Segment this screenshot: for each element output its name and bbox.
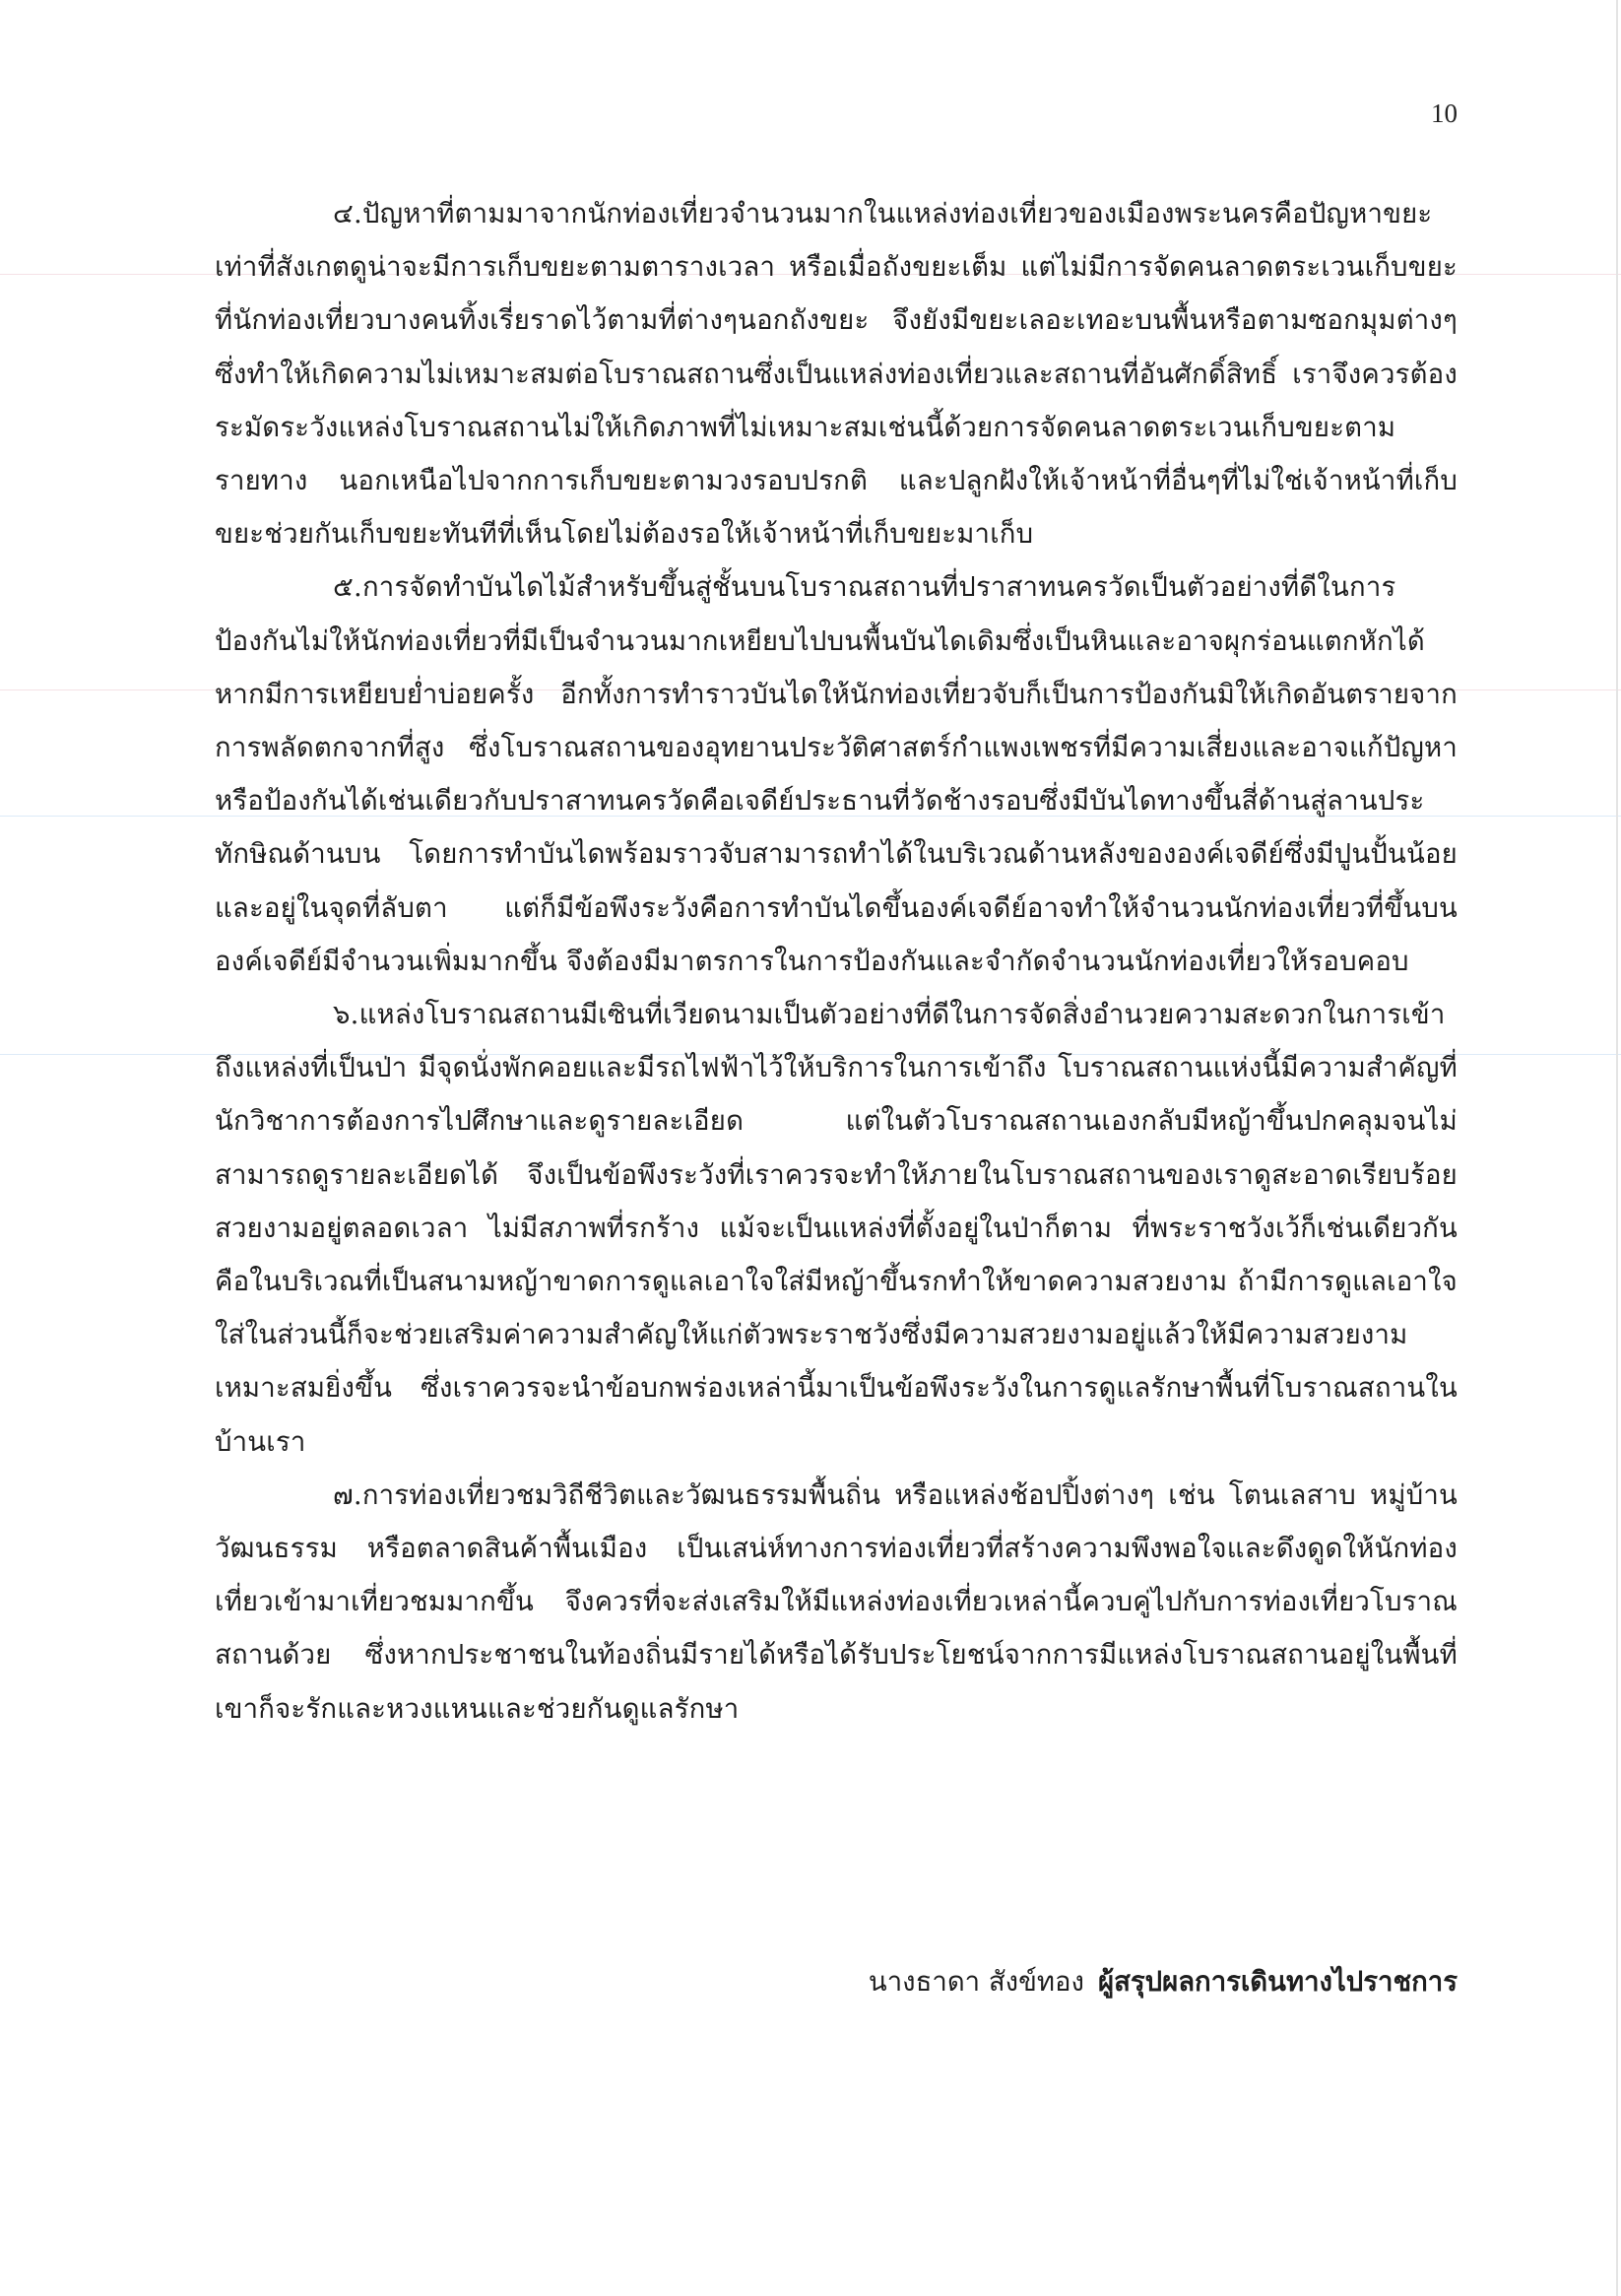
signature-block xyxy=(551,1962,1458,2001)
signer-name: นางธาดา สังข์ทอง xyxy=(868,1966,1084,1998)
signer-role: ผู้สรุปผลการเดินทางไปราชการ xyxy=(1097,1966,1458,1998)
paragraph-item-6: ๖.แหล่งโบราณสถานมีเซินที่เวียดนามเป็นตัวอย่างที่ดีในการจัดสิ่งอำนวยความสะดวกในการเข้าถึงแหล่งที่เป็นป่า มีจุดนั่งพักคอยและมีรถไฟฟ้าไว้ให้บริการในการเข้าถึง โบราณสถานแห่งนี้มีความสำคัญที่นักวิชาการต้องการไปศึกษาและดูรายละเอียด แต่ในตัวโบราณสถานเองกลับมีหญ้าขึ้นปกคลุมจนไม่สามารถดูรายละเอียดได้ จึงเป็นข้อพึงระวังที่เราควรจะทำให้ภายในโบราณสถานของเราดูสะอาดเรียบร้อยสวยงามอยู่ตลอดเวลา ไม่มีสภาพที่รกร้าง แม้จะเป็นแหล่งที่ตั้งอยู่ในป่าก็ตาม ที่พระราชวังเว้ก็เช่นเดียวกันคือในบริเวณที่เป็นสนามหญ้าขาดการดูแลเอาใจใส่มีหญ้าขึ้นรกทำให้ขาดความสวยงาม ถ้ามีการดูแลเอาใจใส่ในส่วนนี้ก็จะช่วยเสริมค่าความสำคัญให้แก่ตัวพระราชวังซึ่งมีความสวยงามอยู่แล้วให้มีความสวยงามเหมาะสมยิ่งขึ้น ซึ่งเราควรจะนำข้อบกพร่องเหล่านี้มาเป็นข้อพึงระวังในการดูแลรักษาพื้นที่โบราณสถานในบ้านเรา xyxy=(215,999,1458,1458)
scan-artifact-edge xyxy=(1616,0,1618,2296)
paragraph-item-5: ๕.การจัดทำบันไดไม้สำหรับขึ้นสู่ชั้นบนโบราณสถานที่ปราสาทนครวัดเป็นตัวอย่างที่ดีในการป้องกันไม่ให้นักท่องเที่ยวที่มีเป็นจำนวนมากเหยียบไปบนพื้นบันไดเดิมซึ่งเป็นหินและอาจผุกร่อนแตกหักได้หากมีการเหยียบย่ำบ่อยครั้ง อีกทั้งการทำราวบันไดให้นักท่องเที่ยวจับก็เป็นการป้องกันมิให้เกิดอันตรายจากการพลัดตกจากที่สูง ซึ่งโบราณสถานของอุทยานประวัติศาสตร์กำแพงเพชรที่มีความเสี่ยงและอาจแก้ปัญหาหรือป้องกันได้เช่นเดียวกับปราสาทนครวัดคือเจดีย์ประธานที่วัดช้างรอบซึ่งมีบันไดทางขึ้นสี่ด้านสู่ลานประทักษิณด้านบน โดยการทำบันไดพร้อมราวจับสามารถทำได้ในบริเวณด้านหลังขององค์เจดีย์ซึ่งมีปูนปั้นน้อยและอยู่ในจุดที่ลับตา แต่ก็มีข้อพึงระวังคือการทำบันไดขึ้นองค์เจดีย์อาจทำให้จำนวนนักท่องเที่ยวที่ขึ้นบนองค์เจดีย์มีจำนวนเพิ่มมากขึ้น จึงต้องมีมาตรการในการป้องกันและจำกัดจำนวนนักท่องเที่ยวให้รอบคอบ xyxy=(215,571,1458,977)
paragraph-item-7: ๗.การท่องเที่ยวชมวิถีชีวิตและวัฒนธรรมพื้นถิ่น หรือแหล่งช้อปปิ้งต่างๆ เช่น โตนเลสาบ หมู่บ้านวัฒนธรรม หรือตลาดสินค้าพื้นเมือง เป็นเสน่ห์ทางการท่องเที่ยวที่สร้างความพึงพอใจและดึงดูดให้นักท่องเที่ยวเข้ามาเที่ยวชมมากขึ้น จึงควรที่จะส่งเสริมให้มีแหล่งท่องเที่ยวเหล่านี้ควบคู่ไปกับการท่องเที่ยวโบราณสถานด้วย ซึ่งหากประชาชนในท้องถิ่นมีรายได้หรือได้รับประโยชน์จากการมีแหล่งโบราณสถานอยู่ในพื้นที่ เขาก็จะรักและหวงแหนและช่วยกันดูแลรักษา xyxy=(215,1478,1458,1725)
page-number: 10 xyxy=(1431,98,1458,128)
document-body xyxy=(215,187,1458,1736)
paragraph-item-4: ๔.ปัญหาที่ตามมาจากนักท่องเที่ยวจำนวนมากในแหล่งท่องเที่ยวของเมืองพระนครคือปัญหาขยะ เท่าที่สังเกตดูน่าจะมีการเก็บขยะตามตารางเวลา หรือเมื่อถังขยะเต็ม แต่ไม่มีการจัดคนลาดตระเวนเก็บขยะที่นักท่องเที่ยวบางคนทิ้งเรี่ยราดไว้ตามที่ต่างๆนอกถังขยะ จึงยังมีขยะเลอะเทอะบนพื้นหรือตามซอกมุมต่างๆ ซึ่งทำให้เกิดความไม่เหมาะสมต่อโบราณสถานซึ่งเป็นแหล่งท่องเที่ยวและสถานที่อันศักดิ์สิทธิ์ เราจึงควรต้องระมัดระวังแหล่งโบราณสถานไม่ให้เกิดภาพที่ไม่เหมาะสมเช่นนี้ด้วยการจัดคนลาดตระเวนเก็บขยะตามรายทาง นอกเหนือไปจากการเก็บขยะตามวงรอบปรกติ และปลูกฝังให้เจ้าหน้าที่อื่นๆที่ไม่ใช่เจ้าหน้าที่เก็บขยะช่วยกันเก็บขยะทันทีที่เห็นโดยไม่ต้องรอให้เจ้าหน้าที่เก็บขยะมาเก็บ xyxy=(215,198,1458,551)
